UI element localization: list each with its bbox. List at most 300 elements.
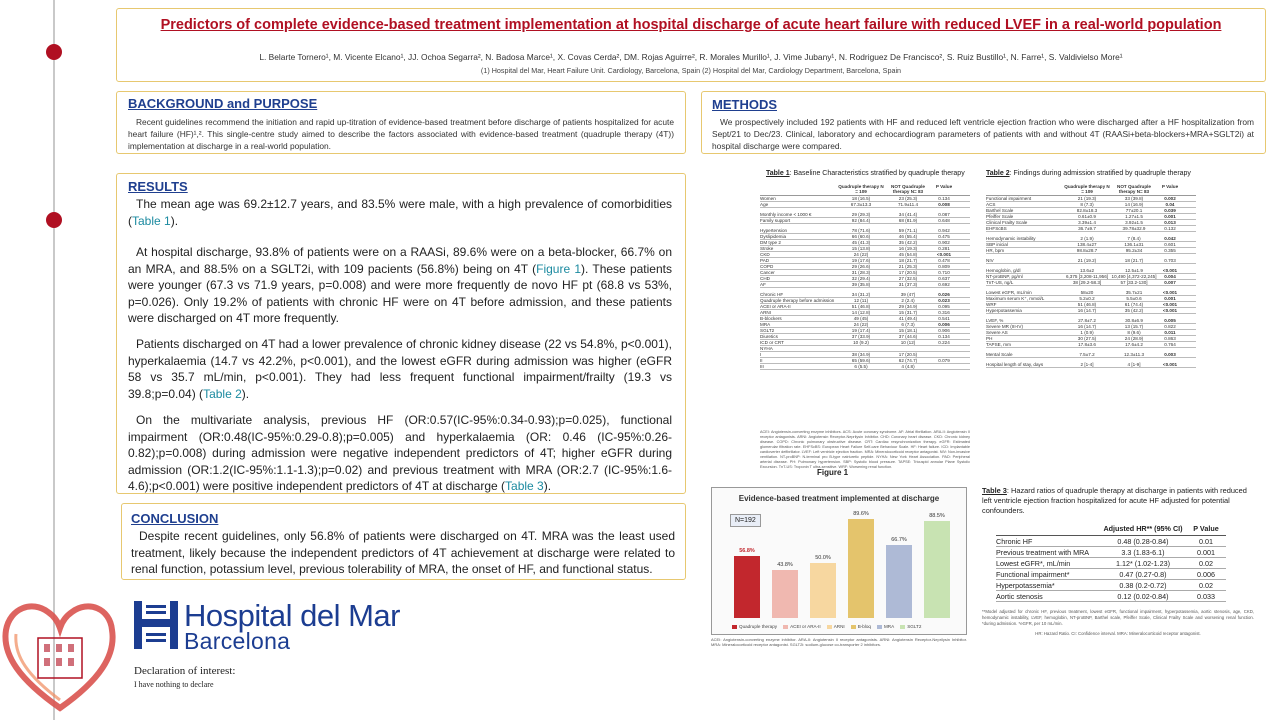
- table-cell: 3.3 (1.83-6.1): [1121, 548, 1165, 557]
- table-cell: 6 (5.5): [854, 364, 868, 369]
- table-cell: 0.079: [938, 358, 950, 363]
- table-cell: TnT-US, ng/L: [986, 280, 1014, 285]
- table-cell: Hyperpotassemia*: [996, 581, 1055, 590]
- table-cell: Lowest eGFR, mL/min: [986, 290, 1032, 295]
- table-cell: 0.541: [938, 316, 950, 321]
- legend-swatch: [732, 625, 737, 629]
- table-cell: Lowest eGFR*, mL/min: [996, 559, 1071, 568]
- table-cell: ICD or CRT: [760, 340, 784, 345]
- table-cell: 0.692: [938, 282, 950, 287]
- table-cell: 21 (25.3): [898, 264, 918, 269]
- table1-col-b: NOT Quadruple therapy N= 83: [891, 184, 925, 194]
- table-cell: [932, 352, 956, 357]
- table-cell: 33 (39.8): [1124, 196, 1144, 201]
- chart-bar: [734, 556, 760, 618]
- table-cell: 24 (22): [853, 322, 869, 327]
- chart-data-label: 89.6%: [853, 511, 869, 518]
- table-cell: 35.7±21: [1125, 290, 1143, 295]
- table-cell: Barthel Scale: [986, 208, 1014, 213]
- table-cell: 16 (14.7): [1077, 324, 1097, 329]
- table-cell: 0.005: [1164, 318, 1176, 323]
- table-cell: 23 (25.3): [898, 196, 918, 201]
- table-cell: 66 (60.6): [851, 234, 871, 239]
- table-cell: 38 [29.2-58.3]: [1072, 280, 1102, 285]
- table1-header: [760, 184, 970, 196]
- table-cell: Functional impairment: [986, 196, 1032, 201]
- table-row: [986, 362, 1196, 368]
- table1-link[interactable]: Table 1: [132, 213, 171, 228]
- table-cell: 51 (46.8): [851, 304, 871, 309]
- table-cell: 0.47 (0.27-0.8): [1119, 570, 1167, 579]
- hospital-logo-icon: [134, 601, 178, 649]
- table2-col-a: Quadruple therapy N = 109: [1064, 184, 1110, 194]
- table-cell: 0.764: [1164, 342, 1176, 347]
- table-cell: 8 (9.6): [1127, 330, 1141, 335]
- table-row: [760, 364, 970, 370]
- table-cell: 0.648: [938, 218, 950, 223]
- table-cell: 12 (11): [853, 298, 869, 303]
- table-cell: 46 (55.4): [898, 234, 918, 239]
- results-section: [116, 173, 686, 494]
- table-cell: Women: [760, 196, 776, 201]
- table-cell: 1 (0.9): [1080, 330, 1094, 335]
- table-cell: 0.002: [1164, 196, 1176, 201]
- legend-entry: B-bloq: [857, 624, 871, 629]
- table-cell: 0.011: [1164, 330, 1176, 335]
- table-cell: 38 (34.9): [851, 352, 871, 357]
- affiliations: (1) Hospital del Mar, Heart Failure Unit. Cardiology, Barcelona, Spain (2) Hospital del Mar, Cardiology Department, Barcelona, Spain: [480, 66, 902, 75]
- table-cell: 14 (16.9): [1124, 202, 1144, 207]
- chart-bar: [848, 519, 874, 618]
- table-row: [996, 591, 1226, 602]
- table-cell: 13 (15.7): [1124, 324, 1144, 329]
- table-cell: Severe AS: [986, 330, 1008, 335]
- table-cell: Hemoglobin, g/dl: [986, 268, 1021, 273]
- table-cell: Hyperpotassemia: [986, 308, 1022, 313]
- table-cell: [932, 364, 956, 369]
- decorative-dot: [46, 212, 62, 228]
- declaration-title: Declaration of interest:: [134, 665, 236, 677]
- table-cell: Diuretics: [760, 334, 778, 339]
- table-cell: 0.637: [938, 276, 950, 281]
- table-cell: 17 (20.5): [898, 352, 918, 357]
- chart-bar: [772, 570, 798, 618]
- table-cell: TAPSE, mm: [986, 342, 1011, 347]
- table-cell: Age: [760, 202, 769, 207]
- chart-title: Evidence-based treatment implemented at discharge: [738, 494, 940, 503]
- table-cell: 0.006: [1197, 570, 1215, 579]
- table-cell: 59 (71.1): [898, 228, 918, 233]
- table-cell: 0.095: [938, 304, 950, 309]
- table-cell: LVEF, %: [986, 318, 1004, 323]
- table-cell: 6,375 [3,208-11,956]: [1065, 274, 1109, 279]
- table-cell: 0.134: [938, 196, 950, 201]
- table-cell: 0.355: [1164, 248, 1176, 253]
- table-cell: 0.001: [1164, 296, 1176, 301]
- table-cell: NT-proBNP, pg/ml: [986, 274, 1023, 279]
- table-cell: 0.023: [938, 298, 950, 303]
- figure1-link[interactable]: Figure 1: [536, 261, 582, 276]
- table-cell: 0.822: [1164, 324, 1176, 329]
- table-cell: Hypertension: [760, 228, 788, 233]
- table-cell: 5.2±0.2: [1079, 296, 1095, 301]
- methods-text: We prospectively included 192 patients with HF and reduced left ventricle ejection fraction who were discharged after a HF hospitalization from Sept/21 to Dec/23. Clinical, laboratory and echocardiogram parameters of patients with and without 4T (RAASi+beta-blockers+MRA+SGLT2i) at hospital discharge were compared.: [712, 117, 1254, 151]
- table-cell: Dyslipidemia: [760, 234, 787, 239]
- legend-entry: SGLT2: [907, 624, 922, 629]
- table-cell: Family support: [760, 218, 791, 223]
- table1-footnote: ACEI: Angiotensin-converting enzyme inhibitors. ACS: Acute coronary syndrome. AF: Atrial fibrillation. ARA-II: Angiotensin II receptor antagonists. ARNI: Angiotensin Receptor-Neprilysin Inhibitor. CHD: Coronary heart disease. CKD: Chronic kidney disease. COPD: Chronic pulmonary obstructive disease. CRT: Cardiac resynchronization therapy. eGFR: Estimated glomerular filtration rate. EHFScBS: European Heart Failure Self-care Behaviour Scale. HF: Heart failure. ICD: Implantable cardioverter defibrillator. LVEF: Left ventricle ejection fraction. MRA: Mineralocorticoid receptor antagonist. NIV: Non-invasive ventilation. NT-proBNP: N-terminal pro B-type natriuretic peptide. NYHA: New York Heart Association. PAD: Peripheral arterial disease. PH: Pulmonary hypertension. SBP: Systolic blood pressure. TAPSE: Tricuspid annular Plane Systolic Excursion. TnT-US: Troponin T ultra-sensitive. WRF: Worsening renal function.: [760, 430, 970, 469]
- table1-col-p: P Value: [935, 184, 953, 189]
- table-cell: 29 (29.3): [851, 212, 871, 217]
- table-cell: 29 (26.6): [851, 264, 871, 269]
- table-cell: 2 (2.4): [901, 298, 915, 303]
- declaration-text: I have nothing to declare: [134, 680, 214, 689]
- table-cell: 2 (1.9): [1080, 236, 1094, 241]
- table2-caption: Table 2: Findings during admission stratified by quadruple therapy: [986, 170, 1191, 177]
- table-cell: 30 (27.5): [1077, 336, 1097, 341]
- table-row: [996, 536, 1226, 547]
- table-cell: <0.001: [1162, 290, 1178, 295]
- table2-link[interactable]: Table 2: [203, 386, 242, 401]
- table-cell: 1.27±1.5: [1125, 214, 1143, 219]
- table-cell: II: [760, 358, 763, 363]
- poster-header: [116, 8, 1266, 82]
- table-cell: 0.601: [1164, 242, 1176, 247]
- table-cell: 39 (47): [900, 292, 916, 297]
- table-cell: 1.12* (1.02-1.23): [1116, 559, 1170, 568]
- table-cell: 18 (21.7): [898, 258, 918, 263]
- table-cell: 77±20.1: [1125, 208, 1143, 213]
- legend-swatch: [877, 625, 882, 629]
- table-cell: <0.001: [1162, 308, 1178, 313]
- table-cell: 0.033: [1197, 592, 1215, 601]
- background-section: [116, 91, 686, 154]
- figure1-chart: [711, 487, 967, 635]
- table-cell: 61 (74.4): [1124, 302, 1144, 307]
- table-cell: 30.8±6.9: [1125, 318, 1143, 323]
- table-cell: 0.007: [1164, 280, 1176, 285]
- table-cell: 17.8±3.6: [1078, 342, 1096, 347]
- table-cell: WRF: [986, 302, 997, 307]
- table3-header: [996, 524, 1226, 536]
- table-cell: 0.132: [1164, 226, 1176, 231]
- legend-entry: ACEI or ARA-II: [790, 624, 821, 629]
- table-cell: 10,490 [4,372-22,245]: [1111, 274, 1157, 279]
- table-cell: Stroke: [760, 246, 774, 251]
- results-paragraph: At hospital discharge, 93.8% of patients were on a RAASi, 89.6% were on a beta-blocker, 66.7% on an MRA, and 88.5% on a SGLT2i, with 109 pacients (56.8%) being on 4T (Figure 1). These patients were younger (67.3 vs 71.9 years, p=0.008) and were more frequently de novo HF pt (68.8 vs 53%, p=0.026). Only 19.2% of patients with chronic HF were on 4T before admission, and these patients were discharged on 4T more frequently.: [128, 245, 672, 325]
- table-cell: 12.3±11.3: [1123, 352, 1145, 357]
- table-cell: Monthly income < 1000 €: [760, 212, 812, 217]
- table-cell: 49 (45): [853, 316, 869, 321]
- table-cell: 45 (41.3): [851, 240, 871, 245]
- table-cell: 0.001: [1164, 214, 1176, 219]
- table-row: [996, 547, 1226, 558]
- table-cell: III: [760, 364, 764, 369]
- table-cell: Chronic HF: [996, 537, 1033, 546]
- table-cell: NYHA: [760, 346, 773, 351]
- table-cell: 29 (34.9): [898, 304, 918, 309]
- table-cell: 0.003: [1164, 352, 1176, 357]
- table-cell: 0.224: [938, 340, 950, 345]
- table-cell: 92 (84.4): [851, 218, 871, 223]
- table-cell: COPD: [760, 264, 774, 269]
- decorative-dot: [46, 44, 62, 60]
- table-cell: 24 (22): [853, 252, 869, 257]
- conclusion-section: [121, 503, 686, 580]
- table-cell: 13.6±2: [1079, 268, 1095, 273]
- table-cell: 0.02: [1199, 559, 1213, 568]
- table-cell: <0.001: [936, 252, 952, 257]
- chart-bar: [886, 545, 912, 618]
- table-cell: 138.4±27: [1077, 242, 1097, 247]
- table-cell: Chronic HF: [760, 292, 784, 297]
- table-cell: 18 (16.5): [851, 196, 871, 201]
- table-cell: 0.026: [938, 292, 950, 297]
- table-cell: Hemodynamic instability: [986, 236, 1036, 241]
- table-cell: 0.001: [1197, 548, 1215, 557]
- table-cell: 37 (33.9): [851, 334, 871, 339]
- table-row: [996, 580, 1226, 591]
- table-cell: 10 (9.2): [853, 340, 869, 345]
- table-cell: 136.1±31: [1124, 242, 1144, 247]
- table-cell: 7.5±7.2: [1079, 352, 1095, 357]
- table3: [996, 524, 1226, 602]
- methods-section: [701, 91, 1266, 154]
- table-cell: 31 (37.3): [898, 282, 918, 287]
- table-cell: 4 (4.8): [901, 364, 915, 369]
- table-cell: 0.710: [938, 270, 950, 275]
- background-title: BACKGROUND and PURPOSE: [128, 96, 318, 111]
- table-cell: 8 (7.3): [1080, 202, 1094, 207]
- table-cell: 14 (12.8): [851, 310, 871, 315]
- table-cell: 0.039: [1164, 208, 1176, 213]
- legend-entry: MRA: [883, 624, 895, 629]
- table-cell: 0.134: [938, 334, 950, 339]
- table-cell: 35 (42.2): [898, 240, 918, 245]
- table-cell: 39.78±32.9: [1122, 226, 1146, 231]
- table-cell: 0.316: [938, 310, 950, 315]
- table-cell: 35 (42.2): [1124, 308, 1144, 313]
- table-cell: 17 (20.5): [898, 270, 918, 275]
- results-paragraph: The mean age was 69.2±12.7 years, and 83.5% were male, with a high prevalence of comorbidities (Table 1).: [128, 197, 672, 228]
- table-cell: 12.5±1.9: [1125, 268, 1143, 273]
- table-cell: 16 (14.7): [1077, 308, 1097, 313]
- chart-data-label: 50.0%: [815, 555, 831, 561]
- table-row: [996, 569, 1226, 580]
- chart-data-label: 66.7%: [891, 536, 907, 543]
- table3-caption: Table 3: Hazard ratios of quadruple therapy at discharge in patients with reduced left ventricle ejection fraction hospitalized for acute HF adjusted for potential confounders.: [982, 486, 1247, 515]
- table3-footnote: **Model adjusted for chronic HF, previous treatment, lowest eGFR, functional impairment, hyperpotassemia, aortic stenosis, age, CKD, hemodynamic instability, LVEF, hemoglobin, NT-proBNP, Barthel scale, Pfeiffer Scale, Clinical Frailty Scale and worsening renal function. *during admission. *eGFR, per 10 mL/min.: [982, 609, 1254, 626]
- table-cell: 4 [1-9]: [1127, 362, 1141, 367]
- table-cell: NIV: [986, 258, 994, 263]
- table-cell: Maximum serum K⁺, mmol/L: [986, 296, 1045, 301]
- table-cell: 3.39±1.4: [1078, 220, 1096, 225]
- table-cell: AF: [760, 282, 766, 287]
- table-cell: 0.863: [1164, 336, 1176, 341]
- table-cell: Mental Scale: [986, 352, 1013, 357]
- table1-caption: Table 1: Baseline Characteristics stratified by quadruple therapy: [766, 170, 965, 177]
- table-cell: 10 (12): [900, 340, 916, 345]
- table-cell: CHD: [760, 276, 770, 281]
- table-cell: 0.942: [938, 228, 950, 233]
- table-cell: 3.92±1.5: [1125, 220, 1143, 225]
- table3-link[interactable]: Table 3: [505, 479, 544, 493]
- table-cell: 16 (19.3): [898, 246, 918, 251]
- table-cell: 41 (49.4): [898, 316, 918, 321]
- table-cell: 34 (31.2): [851, 292, 871, 297]
- conclusion-text: Despite recent guidelines, only 56.8% of patients were discharged on 4T. MRA was the least used treatment, likely because the independent predictors of 4T achievement at discharge were related to renal function, potassium level, previous tolerability of MRA, the onset of HF, and functional status.: [131, 529, 675, 576]
- table-cell: [932, 346, 956, 351]
- table-cell: 0.04: [1165, 202, 1175, 207]
- results-paragraph: Patients discharged on 4T had a lower prevalence of chronic kidney disease (22 vs 54.8%, p<0.001), hyperkalaemia (14.7 vs 42.2%, p<0.001), and the lowest eGFR during admission was higher (eGFR 58 vs 35.7 mL/min, p<0.001). They had less frequent functional impairment/frailty (19.3 vs 39.8;p=0.04) (Table 2).: [128, 337, 672, 401]
- table-cell: 0.013: [1164, 220, 1176, 225]
- logo-text: Hospital del Mar: [184, 598, 400, 633]
- chart-legend: [726, 624, 921, 629]
- results-paragraph: On the multivariate analysis, previous HF (OR:0.57(IC-95%:0.34-0.93);p=0.025), functional impairment (OR:0.48(IC-95%:0.29-0.8);p=0.005) and hyperkalaemia (OR: 0.46 (IC-95%:0.26-0.82);p=0.008) during admission were negative independent predictors of 4T; higher eGFR during admission (OR:1.2(IC-95%:1.1-1.3);p=0.02) and previous treatment with MRA (OR:2.7 (IC-95%:1.6-4.6);p<0.001) were positive independent predictors of 4T at discharge (Table 3).: [128, 413, 672, 493]
- table-cell: 82.8±18.3: [1076, 208, 1098, 213]
- table-cell: Aortic stenosis: [996, 592, 1043, 601]
- table-row: [996, 558, 1226, 569]
- table-cell: 32 (29.4): [851, 276, 871, 281]
- table1: [760, 184, 970, 370]
- table3-footnote-abbrev: HR: Hazard Ratio. CI: Confidence interval. MRA: Mineralocorticoid receptor antagonist.: [1035, 631, 1201, 636]
- table-cell: 27.8±7.2: [1078, 318, 1096, 323]
- table-cell: 0.02: [1199, 581, 1213, 590]
- table-cell: 0.38 (0.2-0.72): [1119, 581, 1167, 590]
- table3-col-hr: Adjusted HR** (95% CI): [1103, 524, 1183, 533]
- table-cell: 18 (21.7): [1124, 258, 1144, 263]
- table-cell: 0.475: [938, 234, 950, 239]
- table-cell: 37 (44.6): [898, 334, 918, 339]
- table-cell: DM type 2: [760, 240, 781, 245]
- table-cell: 0.478: [938, 258, 950, 263]
- table-cell: 0.703: [1164, 258, 1176, 263]
- poster-title: Predictors of complete evidence-based treatment implementation at hospital discharge of acute heart failure with reduced LVEF in a real-world population: [160, 17, 1222, 33]
- figure1-label: Figure 1: [817, 468, 849, 477]
- chart-annotation: N=192: [730, 514, 761, 527]
- table-cell: 6 (7.3): [901, 322, 915, 327]
- table-cell: 0.087: [938, 212, 950, 217]
- table-cell: 0.48 (0.28-0.84): [1117, 537, 1169, 546]
- chart-data-label: 43.8%: [777, 561, 793, 568]
- table-cell: 98.8±28.7: [1076, 248, 1098, 253]
- table-cell: Quadruple therapy before admission: [760, 298, 835, 303]
- chart-bar: [810, 563, 836, 618]
- table-cell: EHFScBS: [986, 226, 1007, 231]
- conclusion-title: CONCLUSION: [131, 511, 219, 526]
- table-cell: Cancer: [760, 270, 775, 275]
- table-cell: 71.9±11.4: [897, 202, 919, 207]
- table-cell: 24 (28.9): [1124, 336, 1144, 341]
- table-cell: 45 (54.8): [898, 252, 918, 257]
- table-cell: 67.3±13.3: [850, 202, 872, 207]
- table-cell: 78 (71.6): [851, 228, 871, 233]
- table-cell: 95.2±34: [1125, 248, 1143, 253]
- table2-col-p: P Value: [1161, 184, 1179, 189]
- table2-col-b: NOT Quadruple therapy N= 83: [1117, 184, 1151, 194]
- table-cell: I: [760, 352, 762, 357]
- methods-title: METHODS: [712, 97, 777, 112]
- table-cell: <0.001: [1162, 302, 1178, 307]
- table-cell: Clinical Frailty Scale: [986, 220, 1028, 225]
- table-cell: 27 (32.5): [898, 276, 918, 281]
- legend-swatch: [851, 625, 856, 629]
- table-cell: 57 [33.2-130]: [1120, 280, 1148, 285]
- table-cell: 0.809: [938, 264, 950, 269]
- author-list: L. Belarte Tornero¹, M. Vicente Elcano¹, JJ. Ochoa Segarra², N. Badosa Marce¹, X. Covas Cerda², DM. Rojas Aguirre², R. Morales Murillo¹, J. Vime Jubany¹, N. Rodriguez De Francisco², S. Ruiz Bustillo¹, N. Farre¹, S. Valdivielso More¹: [259, 52, 1123, 62]
- logo-subtext: Barcelona: [184, 628, 291, 654]
- table-cell: 0.61±0.9: [1078, 214, 1096, 219]
- table-cell: 0.902: [938, 240, 950, 245]
- table-cell: ACEI or ARA-II: [760, 304, 791, 309]
- table-cell: Pfeiffer Scale: [986, 214, 1014, 219]
- table-cell: 19 (17.6): [851, 258, 871, 263]
- table1-col-a: Quadruple therapy N = 109: [838, 184, 884, 194]
- legend-entry: Quadruple therapy: [739, 624, 778, 629]
- table-cell: [838, 346, 884, 351]
- table-cell: PAD: [760, 258, 770, 263]
- background-text: Recent guidelines recommend the initiation and rapid up-titration of evidence-based treatment before discharge of patients hospitalized for acute heart failure (HF)¹,². This single-centre study aimed to describe the factors associated with evidence-based treatment (quadruple therapy (4T)) implementation at discharge in a real-world population.: [128, 117, 674, 151]
- table-cell: HR, bpm: [986, 248, 1005, 253]
- table-cell: MRA: [760, 322, 771, 327]
- table-cell: <0.001: [1162, 362, 1178, 367]
- legend-swatch: [900, 625, 905, 629]
- table-cell: <0.001: [1162, 268, 1178, 273]
- table-cell: 0.004: [1164, 274, 1176, 279]
- table-cell: SGLT2: [760, 328, 775, 333]
- legend-swatch: [827, 625, 832, 629]
- table-cell: 0.12 (0.02-0.84): [1117, 592, 1169, 601]
- table-cell: Hospital length of stay, days: [986, 362, 1044, 367]
- table-cell: 0.281: [938, 246, 950, 251]
- table-cell: CKD: [760, 252, 770, 257]
- table-cell: 39 (35.8): [851, 282, 871, 287]
- table-cell: 15 (18.1): [898, 328, 918, 333]
- table2: [986, 184, 1196, 368]
- table-cell: 19 (17.4): [851, 328, 871, 333]
- table-cell: 5.5±0.6: [1126, 296, 1142, 301]
- table-cell: 0.906: [938, 328, 950, 333]
- table-cell: 62 (74.7): [898, 358, 918, 363]
- legend-entry: ARNI: [833, 624, 845, 629]
- table-cell: ARNI: [760, 310, 771, 315]
- table-cell: 68 (81.9): [898, 218, 918, 223]
- table-cell: SBP inicial: [986, 242, 1008, 247]
- table-cell: 21 (19.3): [1077, 196, 1097, 201]
- table-cell: 0.042: [1164, 236, 1176, 241]
- table-cell: B-blockers: [760, 316, 782, 321]
- table-cell: 31 (28.3): [851, 270, 871, 275]
- table-cell: 15 (13.8): [851, 246, 871, 251]
- table-cell: ACS: [986, 202, 996, 207]
- table-cell: 58±20: [1080, 290, 1094, 295]
- table-cell: Previous treatment with MRA: [996, 548, 1090, 557]
- heart-hospital-illustration: [0, 580, 120, 715]
- table-cell: 65 (59.6): [851, 358, 871, 363]
- table-cell: 0.008: [938, 202, 950, 207]
- table-cell: [884, 346, 932, 351]
- table-cell: 21 (19.2): [1077, 258, 1097, 263]
- table-cell: 2 [1-4]: [1080, 362, 1094, 367]
- table-cell: Severe MR (III-IV): [986, 324, 1024, 329]
- table-cell: 0.01: [1199, 537, 1213, 546]
- chart-data-label: 88.5%: [929, 512, 945, 519]
- table-cell: 0.006: [938, 322, 950, 327]
- chart-data-label: 56.8%: [739, 547, 755, 554]
- figure1-footnote: ACEI: Angiotensin-converting enzyme inhibitor. ARA-II: Angiotensin II receptor antagonists. ARNI: Angiotensin Receptor-Neprilysin Inhibitor. MRA: Mineralocorticoid receptor antagonist. SGLT2i: sodium-glucose co-transporter 2 inhibitors.: [711, 637, 967, 647]
- legend-swatch: [783, 625, 788, 629]
- results-title: RESULTS: [128, 179, 188, 194]
